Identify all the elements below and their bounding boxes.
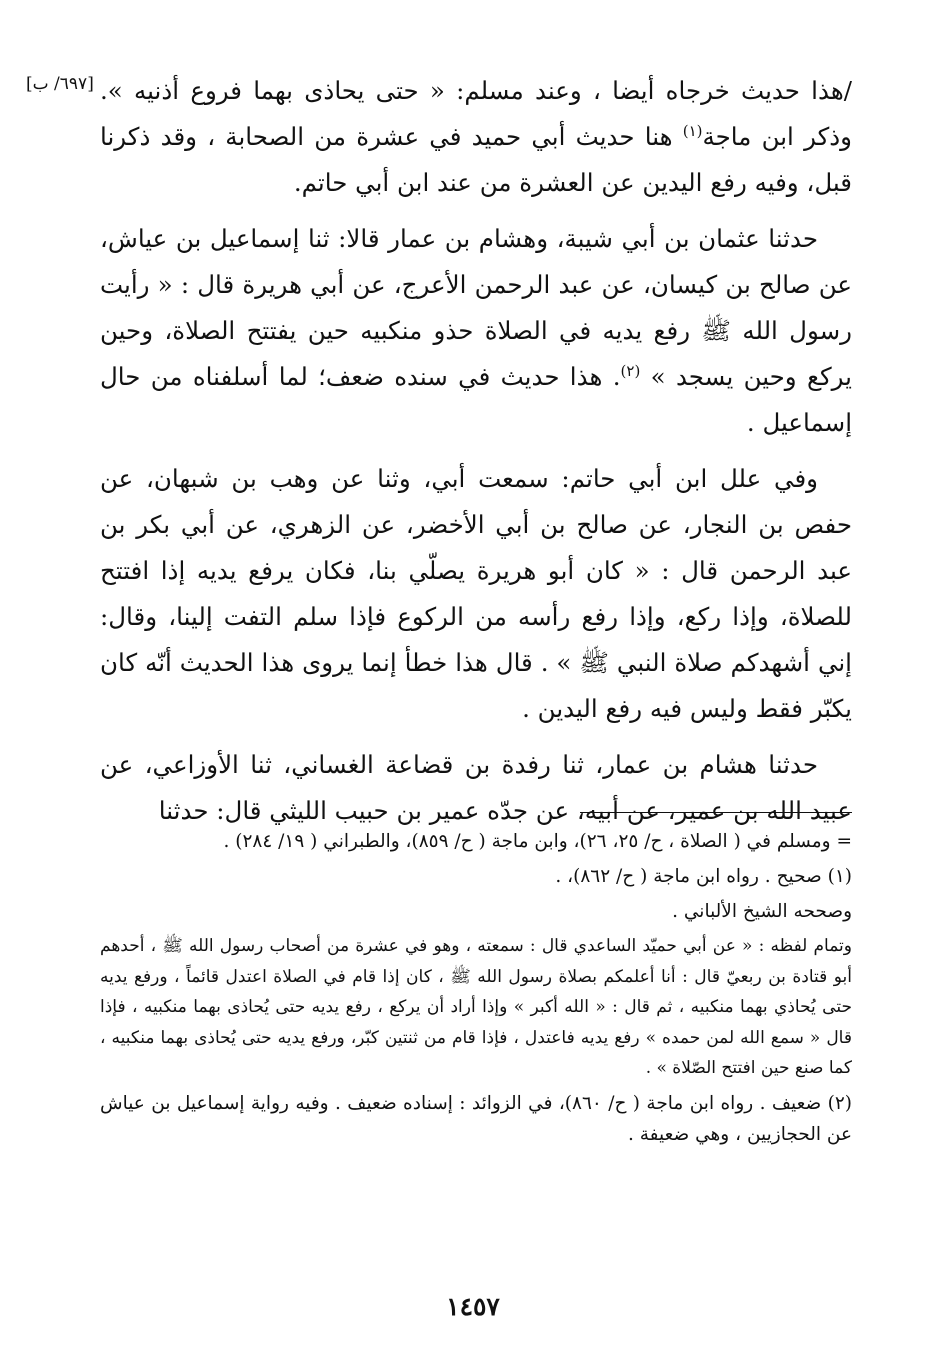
footnotes: [100, 826, 852, 1154]
footnote-separator: [580, 812, 852, 813]
paragraph-1: [100, 68, 852, 206]
page-number: ١٤٥٧: [446, 1292, 500, 1321]
paragraph-2: [100, 216, 852, 446]
footnote-1-full-text: وتمام لفظه : « عن أبي حميّد الساعدي قال : سمعته ، وهو في عشرة من أصحاب رسول الله ﷺ ، أحدهم أبو قتادة بن ربعيّ قال : أنا أعلمكم بصلاة رسول الله ﷺ ، كان إذا قام في الصلاة اعتدل قائماً ، ورفع يديه حتى يُحاذي بهما منكبيه ، ثم قال : « الله أكبر » وإذا أراد أن يركع ، رفع يديه حتى يُحاذى بهما منكبيه ، فإذا قال « سمع الله لمن حمده » رفع يديه فاعتدل ، فإذا قام من ثنتين كبّر، ورفع يديه حتى يُحاذى بهما منكبيه ، كما صنع حين افتتح الصّلاة » .: [100, 936, 852, 1078]
footnote-2: (٢) ضعيف . رواه ابن ماجة ( ح/ ٨٦٠)، في الزوائد : إسناده ضعيف . وفيه رواية إسماعيل بن عياش عن الحجازيين ، وهي ضعيفة .: [100, 1092, 852, 1145]
paragraph-1-text-a: /هذا حديث خرجاه أيضا ، وعند مسلم: « حتى يحاذى بهما فروع أذنيه ». وذكر ابن ماجة: [100, 76, 852, 151]
paragraph-2-text-b: . هذا حديث في سنده ضعف؛ لما أسلفناه من حال إسماعيل .: [100, 362, 852, 437]
footnote-1: (١) صحيح . رواه ابن ماجة ( ح/ ٨٦٢)، .: [555, 866, 852, 887]
footnote-1-authentication: وصححه الشيخ الألباني .: [672, 901, 852, 922]
manuscript-folio-reference: [٦٩٧/ ب]: [26, 74, 94, 94]
paragraph-1-text-b: هنا حديث أبي حميد في عشرة من الصحابة ، وقد ذكرنا قبل، وفيه رفع اليدين عن العشرة من عند ابن أبي حاتم.: [100, 122, 852, 197]
footnote-ref-2: (٢): [620, 361, 641, 380]
footnote-continuation: = ومسلم في ( الصلاة ، ح/ ٢٥، ٢٦)، وابن ماجة ( ح/ ٨٥٩)، والطبراني ( ١٩/ ٢٨٤) .: [223, 831, 852, 852]
footnote-ref-1: (١): [682, 121, 703, 140]
paragraph-3: وفي علل ابن أبي حاتم: سمعت أبي، وثنا عن وهب بن شبهان، عن حفص بن النجار، عن صالح بن أبي الأخضر، عن الزهري، عن أبي بكر بن عبد الرحمن قال : « كان أبو هريرة يصلّي بنا، فكان يرفع يديه إذا افتتح للصلاة، وإذا ركع، وإذا رفع رأسه من الركوع فإذا سلم التفت إلينا، وقال: إني أشهدكم صلاة النبي ﷺ » . قال هذا خطأ إنما يروى هذا الحديث أنّه كان يكبّر فقط وليس فيه رفع اليدين .: [100, 464, 852, 723]
main-text: [100, 68, 852, 844]
paragraph-4: حدثنا هشام بن عمار، ثنا رفدة بن قضاعة الغساني، ثنا الأوزاعي، عن عبيد الله بن عمير، عن أبيه، عن جدّه عمير بن حبيب الليثي قال: حدثنا: [100, 750, 852, 825]
paragraph-2-text-a: حدثنا عثمان بن أبي شيبة، وهشام بن عمار قالا: ثنا إسماعيل بن عياش، عن صالح بن كيسان، عن عبد الرحمن الأعرج، عن أبي هريرة قال : « رأيت رسول الله ﷺ رفع يديه في الصلاة حذو منكبيه حين يفتتح الصلاة، وحين يركع وحين يسجد »: [100, 224, 852, 391]
